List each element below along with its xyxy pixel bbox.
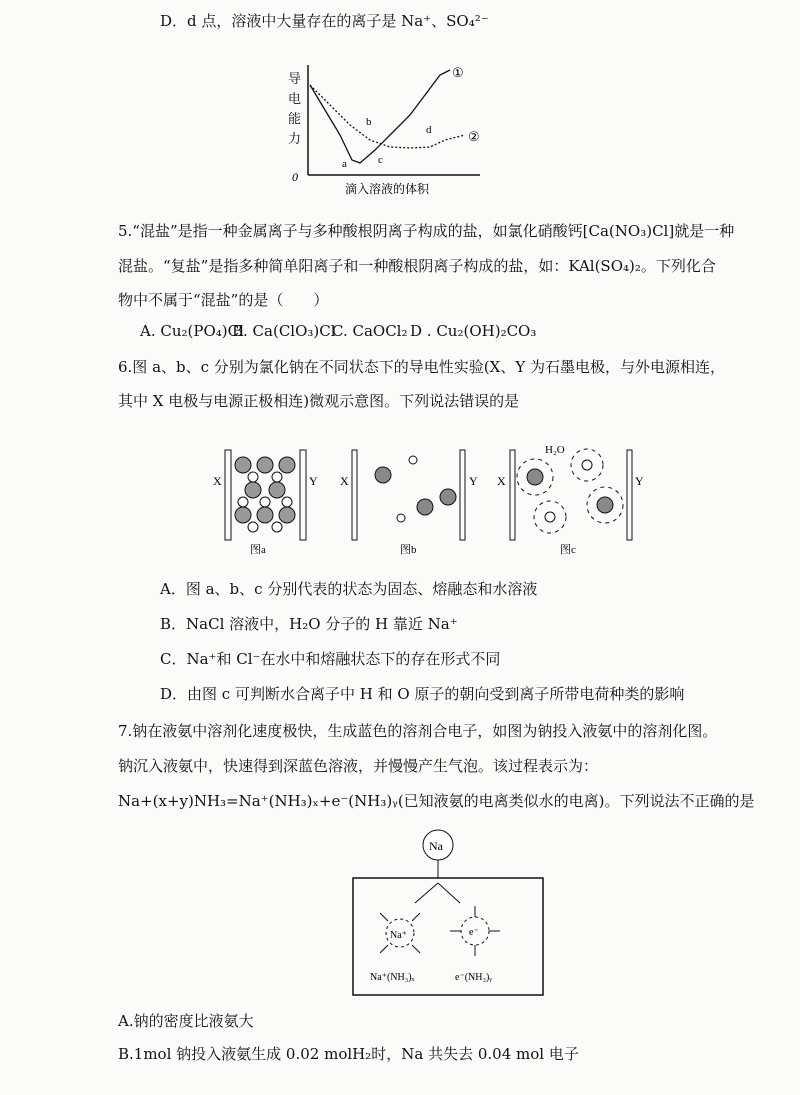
q6-option-c: C．Na⁺和 Cl⁻在水中和熔融状态下的存在形式不同: [160, 650, 501, 668]
chart-origin: 0: [292, 170, 298, 184]
figure-c-label: 图c: [560, 544, 576, 556]
q5-line2: 混盐。“复盐”是指多种简单阳离子和一种酸根阴离子构成的盐，如：KAl(SO₄)₂。下列化合: [118, 257, 716, 275]
electrode-x-label: X: [213, 474, 222, 488]
q6-option-a: A．图 a、b、c 分别代表的状态为固态、熔融态和水溶液: [160, 580, 538, 598]
q5-option-c: C. CaOCl₂: [332, 322, 408, 340]
chart-ylabel: 导电能力: [288, 72, 302, 147]
figure-b: [340, 450, 478, 556]
q7-option-a: A.钠的密度比液氨大: [118, 1012, 254, 1030]
chart-xlabel: 滴入溶液的体积: [345, 182, 430, 196]
point-d: d: [426, 124, 432, 136]
q7-option-b: B.1mol 钠投入液氨生成 0.02 molH₂时，Na 共失去 0.04 mol 电子: [118, 1045, 579, 1063]
na-solvated-label: Na⁺(NH₃)ₓ: [370, 972, 415, 983]
water-label: H₂O: [545, 444, 565, 456]
curve-2-label: ②: [468, 129, 480, 144]
electrode-x-label: X: [497, 474, 506, 488]
q6-line1: 6.图 a、b、c 分别为氯化钠在不同状态下的导电性实验(X、Y 为石墨电极，与外电源相连，: [118, 358, 725, 376]
figure-a: [213, 450, 318, 556]
na-ion-label: Na⁺: [390, 930, 407, 941]
electron-label: e⁻: [469, 927, 479, 938]
electrode-y-label: Y: [635, 474, 644, 488]
figure-a-label: 图a: [250, 544, 266, 556]
nacl-figure: [205, 435, 645, 560]
point-a: a: [342, 158, 347, 170]
q5-option-b: B. Ca(ClO₃)Cl: [232, 322, 336, 340]
sodium-solvation-figure: [350, 828, 550, 998]
q6-line2: 其中 X 电极与电源正极相连)微观示意图。下列说法错误的是: [118, 392, 520, 410]
q6-option-b: B．NaCl 溶液中，H₂O 分子的 H 靠近 Na⁺: [160, 615, 458, 633]
point-b: b: [366, 116, 372, 128]
q6-option-d: D．由图 c 可判断水合离子中 H 和 O 原子的朝向受到离子所带电荷种类的影响: [160, 685, 685, 703]
q4-option-d: D．d 点，溶液中大量存在的离子是 Na⁺、SO₄²⁻: [160, 12, 489, 30]
electrode-y-label: Y: [469, 474, 478, 488]
figure-c: [497, 444, 644, 556]
e-solvated-label: e⁻(NH₃)ᵧ: [455, 972, 492, 983]
curve-1-label: ①: [452, 65, 464, 80]
q5-option-a: A. Cu₂(PO₄)Cl: [140, 322, 244, 340]
q5-line1: 5.“混盐”是指一种金属离子与多种酸根阴离子构成的盐，如氯化硝酸钙[Ca(NO₃)Cl]就是一种: [118, 222, 735, 240]
q5-line3: 物中不属于“混盐”的是（ ）: [118, 291, 329, 309]
na-label: Na: [429, 839, 443, 853]
q7-line2: 钠沉入液氨中，快速得到深蓝色溶液，并慢慢产生气泡。该过程表示为：: [118, 757, 599, 775]
electrode-y-label: Y: [309, 474, 318, 488]
q7-line3: Na+(x+y)NH₃=Na⁺(NH₃)ₓ+e⁻(NH₃)ᵧ(已知液氨的电离类似水的电离)。下列说法不正确的是: [118, 792, 755, 810]
figure-b-label: 图b: [400, 544, 417, 556]
q7-line1: 7.钠在液氨中溶剂化速度极快，生成蓝色的溶剂合电子，如图为钠投入液氨中的溶剂化图。: [118, 722, 718, 740]
q5-option-d: D . Cu₂(OH)₂CO₃: [410, 322, 537, 340]
conductivity-chart: [280, 55, 510, 200]
electrode-x-label: X: [340, 474, 349, 488]
point-c: c: [378, 154, 383, 166]
